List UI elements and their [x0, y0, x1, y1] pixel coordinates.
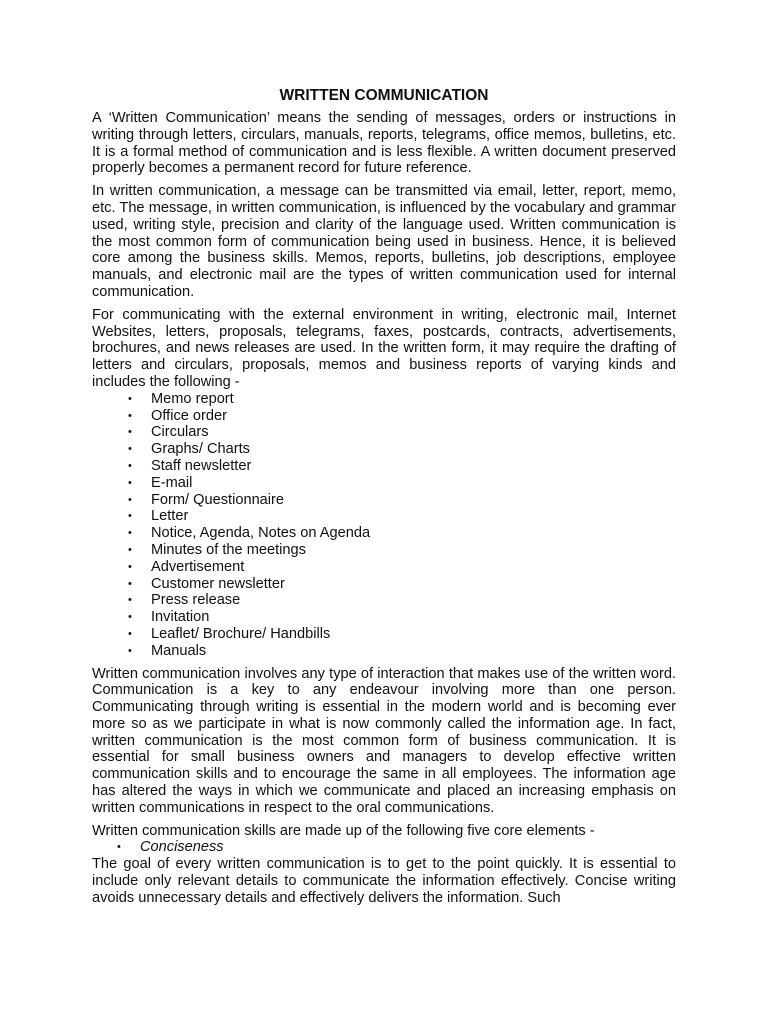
paragraph-core-elements-intro: Written communication skills are made up of the following five core elements -	[92, 822, 595, 839]
list-item: • E-mail	[92, 475, 676, 492]
paragraph-external: For communicating with the external environment in writing, electronic mail, Internet Websites, letters, proposals, telegrams, faxes, postcards, contracts, advertisements, brochures, and news releases are used. In the written form, it may require the drafting of letters and circulars, proposals, memos and business reports of varying kinds and includes the following -	[92, 306, 676, 390]
list-item: • Customer newsletter	[92, 576, 676, 593]
forms-list	[92, 391, 676, 660]
document-page	[92, 86, 676, 913]
core-element-conciseness: • Conciseness	[92, 839, 676, 856]
list-item: • Form/ Questionnaire	[92, 492, 676, 509]
list-item: • Memo report	[92, 391, 676, 408]
list-item: • Press release	[92, 592, 676, 609]
list-item: • Minutes of the meetings	[92, 542, 676, 559]
list-item: • Circulars	[92, 424, 676, 441]
paragraph-conciseness: The goal of every written communication is to get to the point quickly. It is essential to include only relevant details to communicate the information effectively. Concise writing avoids unnecessary details and effectively delivers the information. Such	[92, 856, 676, 906]
paragraph-definition: A ‘Written Communication’ means the sending of messages, orders or instructions in writing through letters, circulars, manuals, reports, telegrams, office memos, bulletins, etc. It is a formal method of communication and is less flexible. A written document preserved properly becomes a permanent record for future reference.	[92, 110, 676, 177]
page-title: WRITTEN COMMUNICATION	[279, 87, 489, 104]
list-item: • Letter	[92, 508, 676, 525]
list-item: • Staff newsletter	[92, 458, 676, 475]
list-item: • Graphs/ Charts	[92, 441, 676, 458]
paragraph-internal: In written communication, a message can be transmitted via email, letter, report, memo, etc. The message, in written communication, is influenced by the vocabulary and grammar used, writing style, precision and clarity of the language used. Written communication is the most common form of communication being used in business. Hence, it is believed core among the business skills. Memos, reports, bulletins, job descriptions, employee manuals, and electronic mail are the types of written communication used for internal communication.	[92, 183, 676, 300]
list-item: • Leaflet/ Brochure/ Handbills	[92, 626, 676, 643]
list-item: • Invitation	[92, 609, 676, 626]
list-item: • Manuals	[92, 643, 676, 660]
core-elements-list	[92, 839, 676, 856]
list-item: • Office order	[92, 408, 676, 425]
list-item: • Notice, Agenda, Notes on Agenda	[92, 525, 676, 542]
paragraph-overview: Written communication involves any type of interaction that makes use of the written word. Communication is a key to any endeavour involving more than one person. Communicating through writing is essential in the modern world and is becoming ever more so as we participate in what is now commonly called the information age. In fact, written communication is the most common form of business communication. It is essential for small business owners and managers to develop effective written communication skills and to encourage the same in all employees. The information age has altered the ways in which we communicate and placed an increasing emphasis on written communications in respect to the oral communications.	[92, 665, 676, 816]
list-item: • Advertisement	[92, 559, 676, 576]
